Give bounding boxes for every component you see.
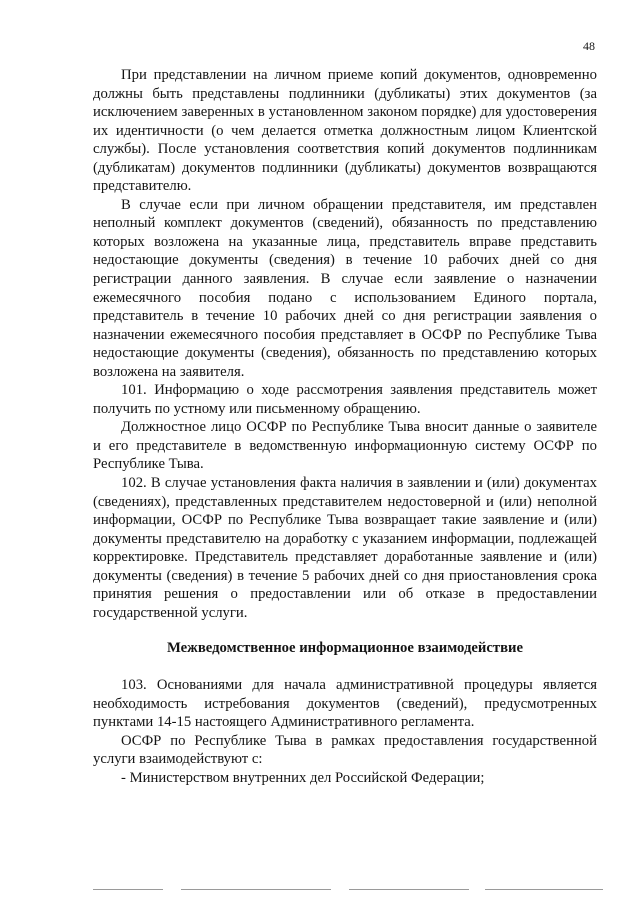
scan-artifact-lines	[93, 889, 603, 891]
paragraph-official-enters-data: Должностное лицо ОСФР по Республике Тыва вносит данные о заявителе и его представителе в ведомственную информационную систему ОСФР по Республике Тыва.	[93, 419, 597, 473]
paragraph-interaction-intro: ОСФР по Республике Тыва в рамках предоставления государственной услуги взаимодействуют с:	[93, 732, 597, 768]
document-body	[93, 66, 597, 787]
paragraph-item-102: 102. В случае установления факта наличия в заявлении и (или) документах (сведениях), представленных представителем недостоверной и (или) неполной информации, ОСФР по Республике Тыва возвращает такие заявление и (или) документы представителю на доработку с указанием информации, подлежащей корректировке. Представитель представляет доработанные заявление и (или) документы (сведения) в течение 5 рабочих дней со дня приостановления срока принятия решения о предоставлении или об отказе в предоставлении государственной услуги.	[93, 475, 597, 621]
paragraph-copies-originals: При представлении на личном приеме копий документов, одновременно должны быть представлены подлинники (дубликаты) этих документов (за исключением заверенных в установленном законом порядке) для удостоверения их идентичности (о чем делается отметка должностным лицом Клиентской службы). После установления соответствия копий документов подлинникам (дубликатам) документов подлинники (дубликаты) документов возвращаются представителю.	[93, 67, 597, 195]
paragraph-incomplete-documents: В случае если при личном обращении представителя, им представлен неполный комплект документов (сведений), обязанность по представлению которых возложена на указанные лица, представитель вправе представить недостающие документы (сведения) в течение 10 рабочих дней со дня регистрации данного заявления. В случае если заявление о назначении ежемесячного пособия подано с использованием Единого портала, представитель в течение 10 рабочих дней со дня регистрации заявления о назначении ежемесячного пособия представляет в ОСФР по Республике Тыва недостающие документы (сведения), обязанность по представлению которых возложена на заявителя.	[93, 196, 597, 380]
list-item-ministry: - Министерством внутренних дел Российской Федерации;	[121, 769, 485, 786]
paragraph-item-101: 101. Информацию о ходе рассмотрения заявления представитель может получить по устному или письменному обращению.	[93, 382, 597, 417]
page-number: 48	[583, 39, 595, 53]
section-heading: Межведомственное информационное взаимодействие	[166, 640, 524, 657]
paragraph-item-103: 103. Основаниями для начала административной процедуры является необходимость истребования документов (сведений), предусмотренных пунктами 14-15 настоящего Административного регламента.	[93, 676, 597, 731]
